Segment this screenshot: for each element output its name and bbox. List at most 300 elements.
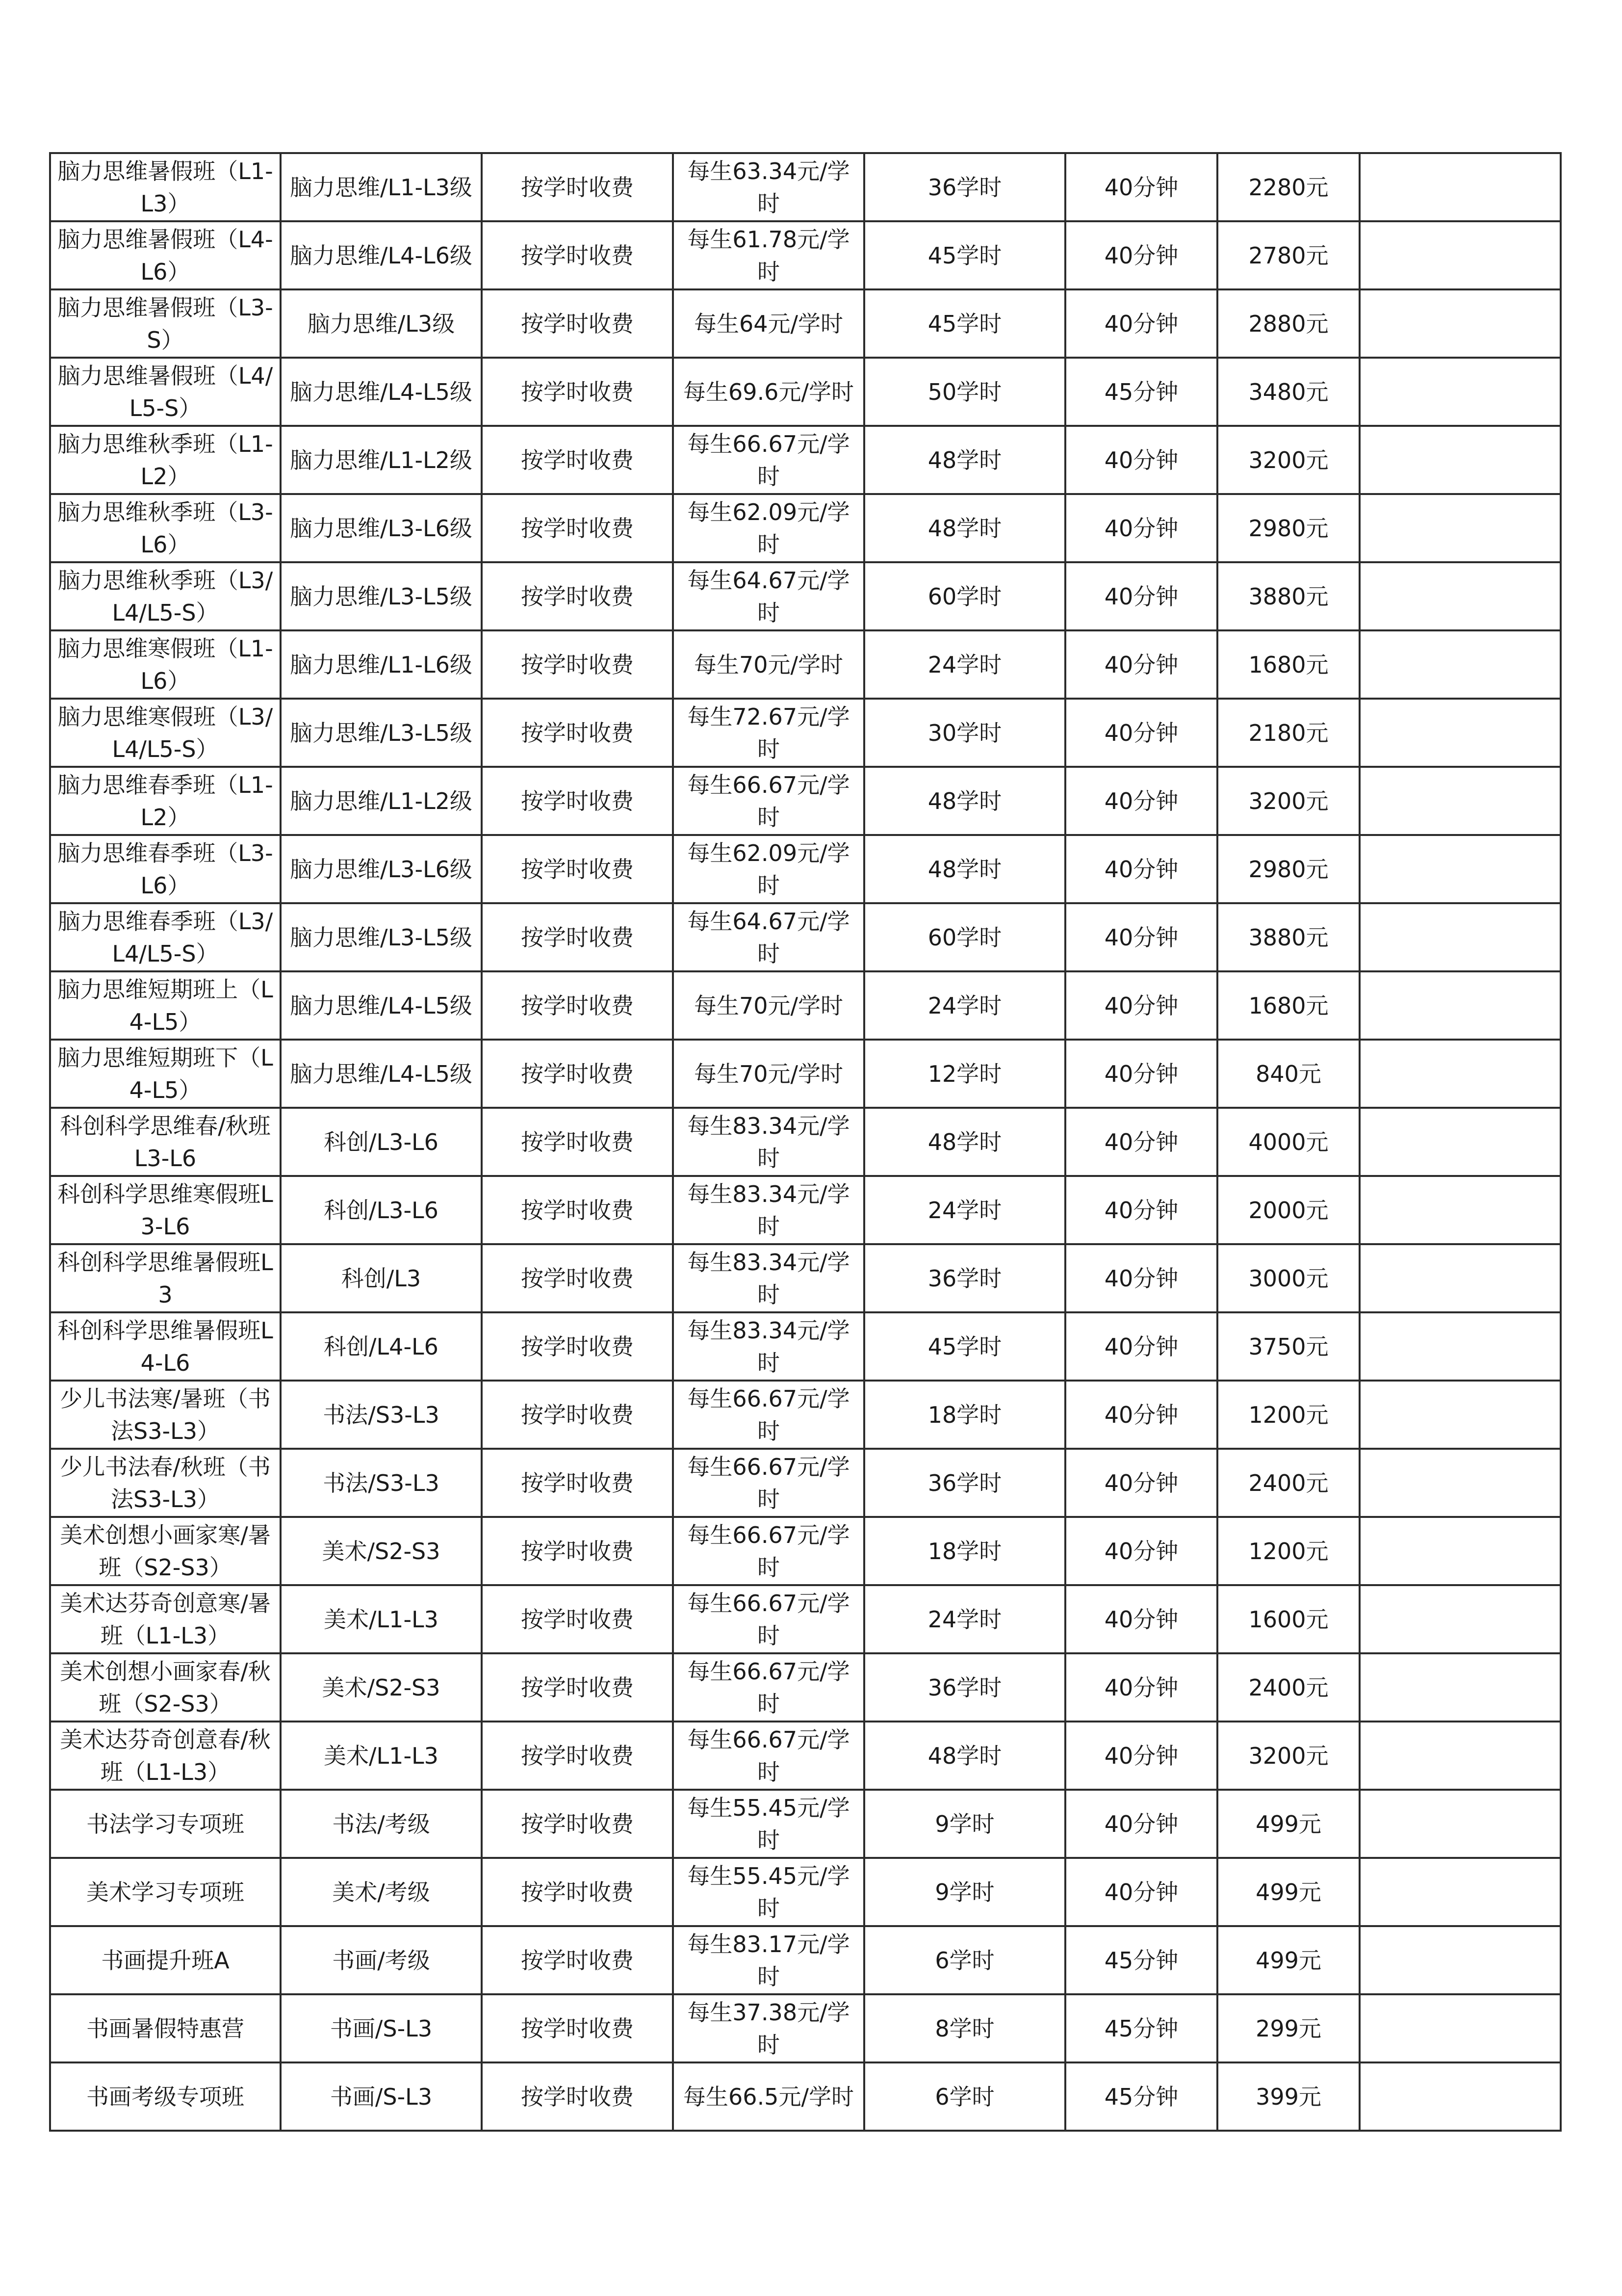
course-name-cell bbox=[50, 1517, 281, 1585]
course-name-cell bbox=[50, 1653, 281, 1722]
cell-text: 少儿书法春/秋班（书法S3-L3） bbox=[60, 1453, 271, 1513]
cell-text: 脑力思维/L4-L5级 bbox=[290, 992, 472, 1019]
cell-text: 每生66.67元/学时 bbox=[687, 1385, 850, 1444]
cell-text: 科创科学思维暑假班L4-L6 bbox=[57, 1317, 273, 1376]
lesson-duration-cell bbox=[1065, 1312, 1217, 1381]
cell-text: 40分钟 bbox=[1104, 787, 1179, 814]
total-hours-cell bbox=[864, 903, 1065, 971]
cell-text: 2780元 bbox=[1248, 242, 1329, 269]
total-fee-cell bbox=[1217, 1722, 1360, 1790]
total-hours-cell bbox=[864, 1040, 1065, 1108]
cell-text: 按学时收费 bbox=[521, 1265, 634, 1292]
total-fee-cell bbox=[1217, 562, 1360, 630]
subject-level-cell bbox=[281, 562, 482, 630]
lesson-duration-cell bbox=[1065, 1517, 1217, 1585]
billing-method-cell bbox=[482, 1517, 673, 1585]
cell-text: 脑力思维/L3-L6级 bbox=[290, 515, 472, 542]
course-name-cell bbox=[50, 1176, 281, 1244]
subject-level-cell bbox=[281, 494, 482, 562]
cell-text: 24学时 bbox=[927, 1606, 1002, 1633]
cell-text: 按学时收费 bbox=[521, 515, 634, 542]
cell-text: 书法/考级 bbox=[332, 1810, 430, 1837]
lesson-duration-cell bbox=[1065, 971, 1217, 1040]
cell-text: 按学时收费 bbox=[521, 242, 634, 269]
table-row bbox=[50, 1040, 1561, 1108]
cell-text: 45学时 bbox=[927, 1333, 1002, 1360]
total-hours-cell bbox=[864, 1585, 1065, 1653]
subject-level-cell bbox=[281, 971, 482, 1040]
table-row bbox=[50, 1722, 1561, 1790]
billing-method-cell bbox=[482, 2062, 673, 2131]
table-row bbox=[50, 1994, 1561, 2062]
total-hours-cell bbox=[864, 630, 1065, 699]
unit-price-cell bbox=[673, 1926, 864, 1994]
billing-method-cell bbox=[482, 153, 673, 221]
cell-text: 1200元 bbox=[1248, 1401, 1329, 1428]
table-row bbox=[50, 289, 1561, 358]
subject-level-cell bbox=[281, 1381, 482, 1449]
course-name-cell bbox=[50, 1449, 281, 1517]
remarks-cell bbox=[1360, 1994, 1561, 2062]
remarks-cell bbox=[1360, 1926, 1561, 1994]
cell-text: 少儿书法寒/暑班（书法S3-L3） bbox=[60, 1385, 271, 1444]
unit-price-cell bbox=[673, 699, 864, 767]
subject-level-cell bbox=[281, 1653, 482, 1722]
cell-text: 按学时收费 bbox=[521, 1606, 634, 1633]
total-fee-cell bbox=[1217, 494, 1360, 562]
billing-method-cell bbox=[482, 1858, 673, 1926]
billing-method-cell bbox=[482, 1449, 673, 1517]
unit-price-cell bbox=[673, 426, 864, 494]
cell-text: 按学时收费 bbox=[521, 1401, 634, 1428]
billing-method-cell bbox=[482, 1585, 673, 1653]
table-row bbox=[50, 358, 1561, 426]
subject-level-cell bbox=[281, 221, 482, 289]
cell-text: 每生66.67元/学时 bbox=[687, 1726, 850, 1785]
cell-text: 45分钟 bbox=[1104, 2083, 1179, 2110]
cell-text: 脑力思维/L1-L6级 bbox=[290, 651, 472, 678]
cell-text: 脑力思维寒假班（L3/L4/L5-S） bbox=[57, 703, 273, 762]
total-hours-cell bbox=[864, 1381, 1065, 1449]
cell-text: 2280元 bbox=[1248, 174, 1329, 201]
cell-text: 840元 bbox=[1256, 1060, 1321, 1087]
cell-text: 40分钟 bbox=[1104, 583, 1179, 610]
total-fee-cell bbox=[1217, 1108, 1360, 1176]
remarks-cell bbox=[1360, 1176, 1561, 1244]
cell-text: 40分钟 bbox=[1104, 1401, 1179, 1428]
lesson-duration-cell bbox=[1065, 1653, 1217, 1722]
cell-text: 399元 bbox=[1256, 2083, 1321, 2110]
total-hours-cell bbox=[864, 767, 1065, 835]
table-row bbox=[50, 767, 1561, 835]
lesson-duration-cell bbox=[1065, 1040, 1217, 1108]
cell-text: 脑力思维/L1-L3级 bbox=[290, 174, 472, 201]
total-fee-cell bbox=[1217, 2062, 1360, 2131]
remarks-cell bbox=[1360, 153, 1561, 221]
cell-text: 3000元 bbox=[1248, 1265, 1329, 1292]
total-fee-cell bbox=[1217, 699, 1360, 767]
lesson-duration-cell bbox=[1065, 630, 1217, 699]
unit-price-cell bbox=[673, 767, 864, 835]
cell-text: 40分钟 bbox=[1104, 1197, 1179, 1224]
table-row bbox=[50, 426, 1561, 494]
cell-text: 按学时收费 bbox=[521, 719, 634, 746]
total-fee-cell bbox=[1217, 1244, 1360, 1312]
total-hours-cell bbox=[864, 971, 1065, 1040]
cell-text: 脑力思维/L3-L5级 bbox=[290, 583, 472, 610]
cell-text: 4000元 bbox=[1248, 1128, 1329, 1155]
table-row bbox=[50, 1108, 1561, 1176]
unit-price-cell bbox=[673, 1040, 864, 1108]
total-fee-cell bbox=[1217, 1653, 1360, 1722]
total-hours-cell bbox=[864, 1517, 1065, 1585]
total-hours-cell bbox=[864, 494, 1065, 562]
subject-level-cell bbox=[281, 1176, 482, 1244]
cell-text: 按学时收费 bbox=[521, 924, 634, 951]
cell-text: 每生70元/学时 bbox=[694, 651, 844, 678]
cell-text: 脑力思维寒假班（L1-L6） bbox=[57, 635, 273, 694]
unit-price-cell bbox=[673, 358, 864, 426]
cell-text: 书画/考级 bbox=[332, 1947, 430, 1974]
remarks-cell bbox=[1360, 494, 1561, 562]
cell-text: 科创/L3-L6 bbox=[324, 1197, 438, 1224]
unit-price-cell bbox=[673, 1176, 864, 1244]
cell-text: 脑力思维/L3-L5级 bbox=[290, 719, 472, 746]
cell-text: 按学时收费 bbox=[521, 1538, 634, 1565]
cell-text: 每生64元/学时 bbox=[694, 310, 844, 337]
course-name-cell bbox=[50, 835, 281, 903]
total-fee-cell bbox=[1217, 903, 1360, 971]
billing-method-cell bbox=[482, 1653, 673, 1722]
cell-text: 40分钟 bbox=[1104, 1810, 1179, 1837]
cell-text: 40分钟 bbox=[1104, 242, 1179, 269]
total-fee-cell bbox=[1217, 1449, 1360, 1517]
cell-text: 2880元 bbox=[1248, 310, 1329, 337]
cell-text: 书画/S-L3 bbox=[330, 2083, 433, 2110]
subject-level-cell bbox=[281, 289, 482, 358]
cell-text: 1600元 bbox=[1248, 1606, 1329, 1633]
table-row bbox=[50, 699, 1561, 767]
remarks-cell bbox=[1360, 1040, 1561, 1108]
total-hours-cell bbox=[864, 1244, 1065, 1312]
table-row bbox=[50, 1312, 1561, 1381]
billing-method-cell bbox=[482, 835, 673, 903]
course-name-cell bbox=[50, 1722, 281, 1790]
cell-text: 每生37.38元/学时 bbox=[687, 1999, 850, 2058]
cell-text: 40分钟 bbox=[1104, 856, 1179, 883]
cell-text: 每生70元/学时 bbox=[694, 992, 844, 1019]
lesson-duration-cell bbox=[1065, 767, 1217, 835]
cell-text: 40分钟 bbox=[1104, 310, 1179, 337]
total-hours-cell bbox=[864, 699, 1065, 767]
cell-text: 脑力思维秋季班（L3/L4/L5-S） bbox=[57, 567, 273, 626]
remarks-cell bbox=[1360, 1312, 1561, 1381]
subject-level-cell bbox=[281, 1040, 482, 1108]
lesson-duration-cell bbox=[1065, 562, 1217, 630]
cell-text: 30学时 bbox=[927, 719, 1002, 746]
cell-text: 按学时收费 bbox=[521, 446, 634, 473]
cell-text: 3880元 bbox=[1248, 924, 1329, 951]
unit-price-cell bbox=[673, 1244, 864, 1312]
cell-text: 按学时收费 bbox=[521, 1879, 634, 1905]
remarks-cell bbox=[1360, 1244, 1561, 1312]
cell-text: 每生72.67元/学时 bbox=[687, 703, 850, 762]
total-fee-cell bbox=[1217, 1858, 1360, 1926]
subject-level-cell bbox=[281, 1517, 482, 1585]
cell-text: 每生83.17元/学时 bbox=[687, 1931, 850, 1990]
cell-text: 按学时收费 bbox=[521, 1674, 634, 1701]
table-row bbox=[50, 1790, 1561, 1858]
cell-text: 书画暑假特惠营 bbox=[86, 2015, 244, 2042]
lesson-duration-cell bbox=[1065, 289, 1217, 358]
lesson-duration-cell bbox=[1065, 1858, 1217, 1926]
cell-text: 科创/L3-L6 bbox=[324, 1128, 438, 1155]
cell-text: 24学时 bbox=[927, 651, 1002, 678]
total-hours-cell bbox=[864, 1722, 1065, 1790]
table-body bbox=[50, 153, 1561, 2131]
unit-price-cell bbox=[673, 289, 864, 358]
total-fee-cell bbox=[1217, 1926, 1360, 1994]
course-name-cell bbox=[50, 1108, 281, 1176]
subject-level-cell bbox=[281, 1108, 482, 1176]
cell-text: 45学时 bbox=[927, 242, 1002, 269]
total-hours-cell bbox=[864, 1176, 1065, 1244]
course-name-cell bbox=[50, 1244, 281, 1312]
cell-text: 每生62.09元/学时 bbox=[687, 839, 850, 899]
cell-text: 每生66.5元/学时 bbox=[683, 2083, 854, 2110]
cell-text: 每生83.34元/学时 bbox=[687, 1317, 850, 1376]
course-name-cell bbox=[50, 494, 281, 562]
unit-price-cell bbox=[673, 630, 864, 699]
table-row bbox=[50, 1926, 1561, 1994]
total-hours-cell bbox=[864, 1653, 1065, 1722]
total-hours-cell bbox=[864, 221, 1065, 289]
cell-text: 40分钟 bbox=[1104, 1674, 1179, 1701]
cell-text: 脑力思维/L1-L2级 bbox=[290, 446, 472, 473]
lesson-duration-cell bbox=[1065, 1449, 1217, 1517]
remarks-cell bbox=[1360, 562, 1561, 630]
cell-text: 每生70元/学时 bbox=[694, 1060, 844, 1087]
unit-price-cell bbox=[673, 153, 864, 221]
remarks-cell bbox=[1360, 1108, 1561, 1176]
cell-text: 60学时 bbox=[927, 583, 1002, 610]
total-hours-cell bbox=[864, 289, 1065, 358]
total-hours-cell bbox=[864, 1312, 1065, 1381]
cell-text: 40分钟 bbox=[1104, 1128, 1179, 1155]
total-fee-cell bbox=[1217, 1517, 1360, 1585]
cell-text: 脑力思维暑假班（L4-L6） bbox=[57, 226, 273, 285]
billing-method-cell bbox=[482, 903, 673, 971]
course-name-cell bbox=[50, 426, 281, 494]
unit-price-cell bbox=[673, 971, 864, 1040]
course-name-cell bbox=[50, 1994, 281, 2062]
cell-text: 45分钟 bbox=[1104, 2015, 1179, 2042]
course-name-cell bbox=[50, 971, 281, 1040]
total-hours-cell bbox=[864, 1449, 1065, 1517]
remarks-cell bbox=[1360, 1790, 1561, 1858]
billing-method-cell bbox=[482, 358, 673, 426]
cell-text: 40分钟 bbox=[1104, 924, 1179, 951]
remarks-cell bbox=[1360, 1585, 1561, 1653]
cell-text: 按学时收费 bbox=[521, 2083, 634, 2110]
cell-text: 40分钟 bbox=[1104, 1469, 1179, 1496]
total-hours-cell bbox=[864, 1994, 1065, 2062]
cell-text: 3750元 bbox=[1248, 1333, 1329, 1360]
table-row bbox=[50, 2062, 1561, 2131]
cell-text: 按学时收费 bbox=[521, 2015, 634, 2042]
cell-text: 299元 bbox=[1256, 2015, 1321, 2042]
remarks-cell bbox=[1360, 289, 1561, 358]
cell-text: 每生83.34元/学时 bbox=[687, 1249, 850, 1308]
cell-text: 2000元 bbox=[1248, 1197, 1329, 1224]
cell-text: 脑力思维秋季班（L1-L2） bbox=[57, 430, 273, 490]
cell-text: 40分钟 bbox=[1104, 1879, 1179, 1905]
table-row bbox=[50, 630, 1561, 699]
remarks-cell bbox=[1360, 1653, 1561, 1722]
total-fee-cell bbox=[1217, 971, 1360, 1040]
cell-text: 6学时 bbox=[935, 2083, 995, 2110]
billing-method-cell bbox=[482, 494, 673, 562]
cell-text: 40分钟 bbox=[1104, 719, 1179, 746]
subject-level-cell bbox=[281, 153, 482, 221]
lesson-duration-cell bbox=[1065, 358, 1217, 426]
cell-text: 1200元 bbox=[1248, 1538, 1329, 1565]
cell-text: 按学时收费 bbox=[521, 1333, 634, 1360]
lesson-duration-cell bbox=[1065, 2062, 1217, 2131]
cell-text: 499元 bbox=[1256, 1947, 1321, 1974]
total-hours-cell bbox=[864, 1858, 1065, 1926]
cell-text: 脑力思维/L3-L6级 bbox=[290, 856, 472, 883]
remarks-cell bbox=[1360, 1858, 1561, 1926]
cell-text: 按学时收费 bbox=[521, 856, 634, 883]
cell-text: 脑力思维秋季班（L3-L6） bbox=[57, 498, 273, 558]
remarks-cell bbox=[1360, 835, 1561, 903]
cell-text: 3200元 bbox=[1248, 787, 1329, 814]
cell-text: 1680元 bbox=[1248, 992, 1329, 1019]
cell-text: 脑力思维春季班（L3-L6） bbox=[57, 839, 273, 899]
remarks-cell bbox=[1360, 1722, 1561, 1790]
cell-text: 脑力思维/L3-L5级 bbox=[290, 924, 472, 951]
billing-method-cell bbox=[482, 1108, 673, 1176]
cell-text: 按学时收费 bbox=[521, 1469, 634, 1496]
cell-text: 每生66.67元/学时 bbox=[687, 430, 850, 490]
total-fee-cell bbox=[1217, 153, 1360, 221]
cell-text: 按学时收费 bbox=[521, 1742, 634, 1769]
table-row bbox=[50, 221, 1561, 289]
cell-text: 2400元 bbox=[1248, 1674, 1329, 1701]
cell-text: 美术/L1-L3 bbox=[324, 1606, 438, 1633]
course-name-cell bbox=[50, 1926, 281, 1994]
cell-text: 科创/L3 bbox=[341, 1265, 421, 1292]
billing-method-cell bbox=[482, 1312, 673, 1381]
unit-price-cell bbox=[673, 1653, 864, 1722]
cell-text: 按学时收费 bbox=[521, 174, 634, 201]
cell-text: 脑力思维/L1-L2级 bbox=[290, 787, 472, 814]
cell-text: 36学时 bbox=[927, 1674, 1002, 1701]
cell-text: 3880元 bbox=[1248, 583, 1329, 610]
cell-text: 书画提升班A bbox=[101, 1947, 230, 1974]
billing-method-cell bbox=[482, 1244, 673, 1312]
cell-text: 2180元 bbox=[1248, 719, 1329, 746]
subject-level-cell bbox=[281, 1449, 482, 1517]
lesson-duration-cell bbox=[1065, 1994, 1217, 2062]
cell-text: 科创科学思维春/秋班L3-L6 bbox=[60, 1112, 271, 1172]
total-fee-cell bbox=[1217, 1994, 1360, 2062]
cell-text: 40分钟 bbox=[1104, 651, 1179, 678]
cell-text: 按学时收费 bbox=[521, 1197, 634, 1224]
subject-level-cell bbox=[281, 1926, 482, 1994]
cell-text: 脑力思维/L4-L5级 bbox=[290, 1060, 472, 1087]
cell-text: 脑力思维/L4-L6级 bbox=[290, 242, 472, 269]
remarks-cell bbox=[1360, 358, 1561, 426]
total-fee-cell bbox=[1217, 426, 1360, 494]
lesson-duration-cell bbox=[1065, 699, 1217, 767]
unit-price-cell bbox=[673, 1722, 864, 1790]
cell-text: 9学时 bbox=[935, 1810, 995, 1837]
cell-text: 40分钟 bbox=[1104, 174, 1179, 201]
billing-method-cell bbox=[482, 1381, 673, 1449]
lesson-duration-cell bbox=[1065, 1926, 1217, 1994]
remarks-cell bbox=[1360, 1381, 1561, 1449]
cell-text: 书法/S3-L3 bbox=[323, 1469, 439, 1496]
cell-text: 12学时 bbox=[927, 1060, 1002, 1087]
cell-text: 36学时 bbox=[927, 1469, 1002, 1496]
total-hours-cell bbox=[864, 1790, 1065, 1858]
cell-text: 40分钟 bbox=[1104, 446, 1179, 473]
total-fee-cell bbox=[1217, 1790, 1360, 1858]
cell-text: 美术创想小画家春/秋班（S2-S3） bbox=[60, 1658, 271, 1717]
billing-method-cell bbox=[482, 971, 673, 1040]
lesson-duration-cell bbox=[1065, 1722, 1217, 1790]
table-row bbox=[50, 1244, 1561, 1312]
table-row bbox=[50, 1517, 1561, 1585]
course-name-cell bbox=[50, 1790, 281, 1858]
lesson-duration-cell bbox=[1065, 494, 1217, 562]
cell-text: 40分钟 bbox=[1104, 1606, 1179, 1633]
cell-text: 499元 bbox=[1256, 1810, 1321, 1837]
cell-text: 每生63.34元/学时 bbox=[687, 157, 850, 217]
remarks-cell bbox=[1360, 767, 1561, 835]
lesson-duration-cell bbox=[1065, 1244, 1217, 1312]
course-name-cell bbox=[50, 289, 281, 358]
remarks-cell bbox=[1360, 1517, 1561, 1585]
course-name-cell bbox=[50, 153, 281, 221]
lesson-duration-cell bbox=[1065, 835, 1217, 903]
remarks-cell bbox=[1360, 971, 1561, 1040]
cell-text: 2400元 bbox=[1248, 1469, 1329, 1496]
cell-text: 每生66.67元/学时 bbox=[687, 1521, 850, 1581]
table-row bbox=[50, 835, 1561, 903]
cell-text: 每生61.78元/学时 bbox=[687, 226, 850, 285]
cell-text: 脑力思维春季班（L3/L4/L5-S） bbox=[57, 908, 273, 967]
cell-text: 书画考级专项班 bbox=[86, 2083, 244, 2110]
lesson-duration-cell bbox=[1065, 903, 1217, 971]
billing-method-cell bbox=[482, 1040, 673, 1108]
cell-text: 40分钟 bbox=[1104, 515, 1179, 542]
subject-level-cell bbox=[281, 1858, 482, 1926]
table-row bbox=[50, 494, 1561, 562]
cell-text: 美术达芬奇创意春/秋班（L1-L3） bbox=[60, 1726, 271, 1785]
table-row bbox=[50, 562, 1561, 630]
subject-level-cell bbox=[281, 630, 482, 699]
course-name-cell bbox=[50, 1585, 281, 1653]
billing-method-cell bbox=[482, 1790, 673, 1858]
cell-text: 48学时 bbox=[927, 856, 1002, 883]
cell-text: 美术创想小画家寒/暑班（S2-S3） bbox=[60, 1521, 271, 1581]
subject-level-cell bbox=[281, 358, 482, 426]
remarks-cell bbox=[1360, 2062, 1561, 2131]
subject-level-cell bbox=[281, 835, 482, 903]
